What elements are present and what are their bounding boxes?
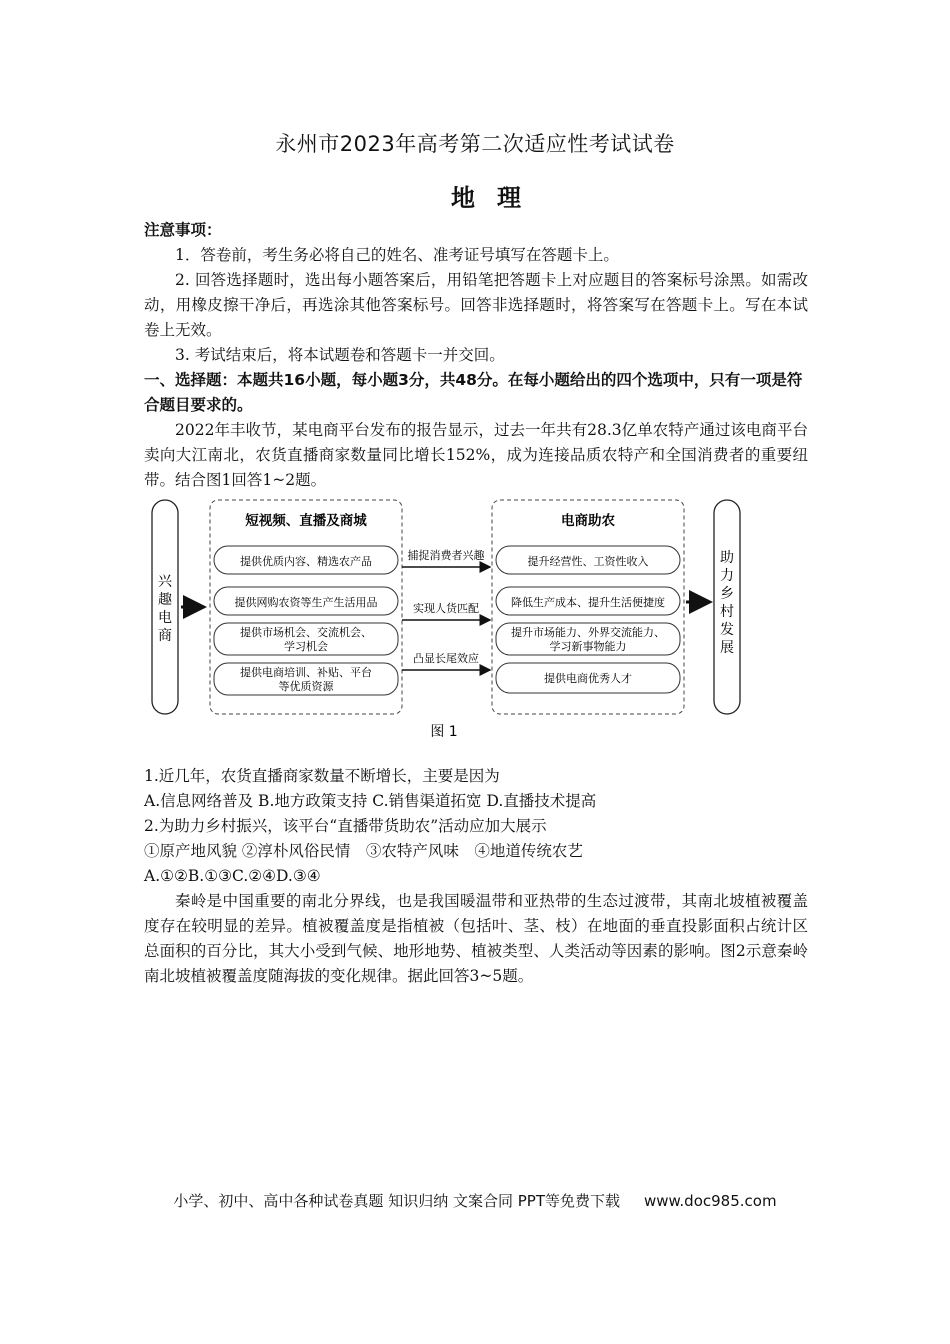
figure-1 <box>144 494 808 744</box>
right-item: 提供电商优秀人才 <box>544 672 632 685</box>
question-2-items: ①原产地风貌 ②淳朴风俗民情 ③农特产风味 ④地道传统农艺 <box>144 842 583 860</box>
questions-block <box>144 764 808 889</box>
left-item: 提供电商培训、补贴、平台 <box>240 666 372 679</box>
subject-title: 地理 <box>451 184 543 212</box>
left-item: 提供优质内容、精选农产品 <box>240 555 372 568</box>
figure-caption: 图 1 <box>430 724 458 740</box>
footer-link[interactable]: www.doc985.com <box>643 1192 777 1210</box>
page-footer <box>0 1190 950 1211</box>
question-1: 1.近几年，农货直播商家数量不断增长，主要是因为 <box>144 767 500 785</box>
note-item: 3. 考试结束后，将本试题卷和答题卡一并交回。 <box>175 346 505 364</box>
question-intro-2: 秦岭是中国重要的南北分界线，也是我国暖温带和亚热带的生态过渡带，其南北坡植被覆盖度存在较明显的差异。植被覆盖度是指植被（包括叶、茎、枝）在地面的垂直投影面积占统计区总面积的百分比，其大小受到气候、地形地势、植被类型、人类活动等因素的影响。图2示意秦岭南北坡植被覆盖度随海拔的变化规律。据此回答3~5题。 <box>144 892 808 985</box>
arrow-label: 凸显长尾效应 <box>413 652 479 665</box>
question-intro-1: 2022年丰收节，某电商平台发布的报告显示，过去一年共有28.3亿单农特产通过该电商平台卖向大江南北，农货直播商家数量同比增长152%，成为连接品质农特产和全国消费者的重要纽带。结合图1回答1~2题。 <box>144 421 808 489</box>
left-item: 提供网购农资等生产生活用品 <box>234 596 378 609</box>
notes-heading: 注意事项： <box>144 221 222 239</box>
footer-text: 小学、初中、高中各种试卷真题 知识归纳 文案合同 PPT等免费下载 <box>173 1192 620 1210</box>
notes-list <box>144 243 808 368</box>
right-label: 助力乡村发展 <box>720 550 734 656</box>
arrow-label: 捕捉消费者兴趣 <box>407 549 485 562</box>
right-item: 降低生产成本、提升生活便捷度 <box>511 596 665 609</box>
question-2-options: A.①②B.①③C.②④D.③④ <box>144 867 321 885</box>
section-heading: 一、选择题：本题共16小题，每小题3分，共48分。在每小题给出的四个选项中，只有一项是符合题目要求的。 <box>144 371 803 414</box>
question-2: 2.为助力乡村振兴，该平台“直播带货助农”活动应加大展示 <box>144 817 547 835</box>
left-group-title: 短视频、直播及商城 <box>245 513 367 529</box>
left-item: 提供市场机会、交流机会、 <box>240 626 372 639</box>
right-item: 提升经营性、工资性收入 <box>527 555 649 568</box>
left-item: 学习机会 <box>284 640 328 653</box>
note-item: 1．答卷前，考生务必将自己的姓名、准考证号填写在答题卡上。 <box>175 246 619 264</box>
right-item: 提升市场能力、外界交流能力、 <box>511 626 665 639</box>
left-item: 等优质资源 <box>278 680 334 693</box>
note-item: 2. 回答选择题时，选出每小题答案后，用铅笔把答题卡上对应题目的答案标号涂黑。如需改动，用橡皮擦干净后，再选涂其他答案标号。回答非选择题时，将答案写在答题卡上。写在本试卷上无效。 <box>144 271 808 339</box>
left-label: 兴趣电商 <box>158 574 172 644</box>
right-item: 学习新事物能力 <box>549 640 627 653</box>
right-group-title: 电商助农 <box>561 513 615 529</box>
exam-title: 永州市2023年高考第二次适应性考试试卷 <box>275 132 675 156</box>
arrow-label: 实现人货匹配 <box>413 602 479 615</box>
question-1-options: A.信息网络普及 B.地方政策支持 C.销售渠道拓宽 D.直播技术提高 <box>144 792 597 810</box>
